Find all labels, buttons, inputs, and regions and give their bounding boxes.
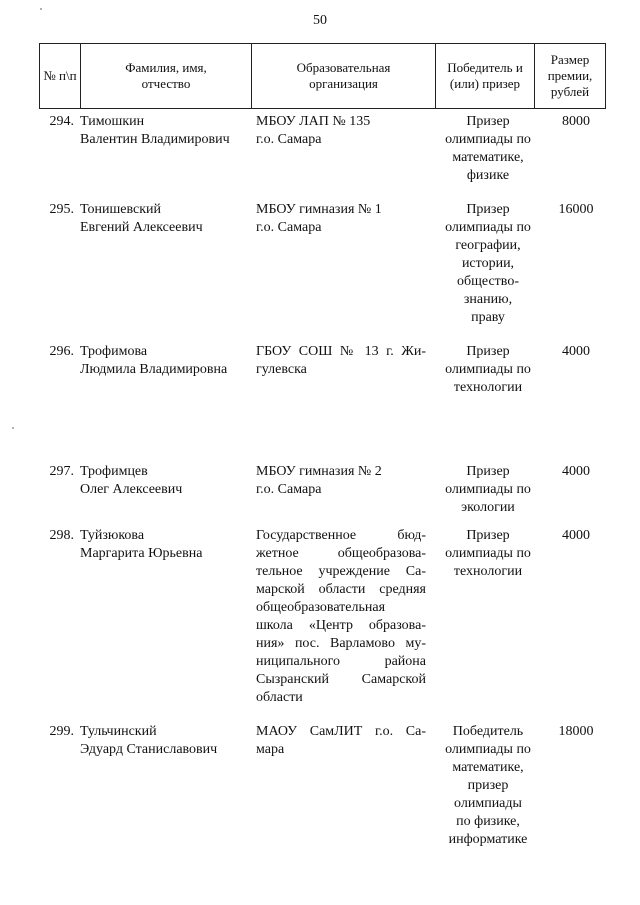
- header-num: № п\п: [43, 68, 77, 83]
- organization: МБОУ гимназия № 2 г.о. Самара: [256, 464, 382, 497]
- person-name: Тульчинский Эдуард Станиславович: [80, 724, 218, 757]
- prize-amount: 4000: [562, 344, 590, 359]
- table-header: [39, 43, 606, 109]
- row-number: 297.: [49, 464, 74, 479]
- organization: МБОУ гимназия № 1 г.о. Самара: [256, 202, 382, 235]
- header-org: Образовательная организация: [296, 60, 391, 91]
- page-number: 50: [313, 13, 327, 28]
- header-amount: Размер премии, рублей: [547, 52, 593, 99]
- person-name: Туйзюкова Маргарита Юрьевна: [80, 528, 203, 561]
- result: Призер олимпиады по технологии: [445, 344, 531, 395]
- prize-amount: 4000: [562, 528, 590, 543]
- row-number: 299.: [49, 724, 74, 739]
- header-name: Фамилия, имя, отчество: [125, 60, 207, 91]
- row-number: 298.: [49, 528, 74, 543]
- row-number: 295.: [49, 202, 74, 217]
- header-result: Победитель и (или) призер: [447, 60, 523, 91]
- result: Победитель олимпиады по математике, призер олимпиады по физике, информатике: [445, 724, 531, 847]
- result: Призер олимпиады по экологии: [445, 464, 531, 515]
- scan-speck: [12, 427, 14, 429]
- prize-amount: 8000: [562, 114, 590, 129]
- person-name: Тимошкин Валентин Владимирович: [80, 114, 230, 147]
- prize-amount: 18000: [558, 724, 594, 739]
- scan-speck: [40, 8, 42, 10]
- result: Призер олимпиады по технологии: [445, 528, 531, 579]
- organization: ГБОУ СОШ № 13 г. Жи- гулевска: [256, 344, 426, 377]
- result: Призер олимпиады по географии, истории, общество- знанию, праву: [445, 202, 531, 325]
- prize-amount: 4000: [562, 464, 590, 479]
- result: Призер олимпиады по математике, физике: [445, 114, 531, 183]
- person-name: Тонишевский Евгений Алексеевич: [80, 202, 203, 235]
- prize-amount: 16000: [558, 202, 594, 217]
- row-number: 296.: [49, 344, 74, 359]
- person-name: Трофимцев Олег Алексеевич: [80, 464, 183, 497]
- organization: Государственное бюд- жетное общеобразова- тельное учреждение Са- марской области средняя общеобразовательная школа «Центр образова- ния» пос. Варламово му- ниципального района Сызранский Самарской области: [256, 528, 426, 705]
- row-number: 294.: [49, 114, 74, 129]
- organization: МБОУ ЛАП № 135 г.о. Самара: [256, 114, 371, 147]
- organization: МАОУ СамЛИТ г.о. Са- мара: [256, 724, 426, 757]
- person-name: Трофимова Людмила Владимировна: [80, 344, 228, 377]
